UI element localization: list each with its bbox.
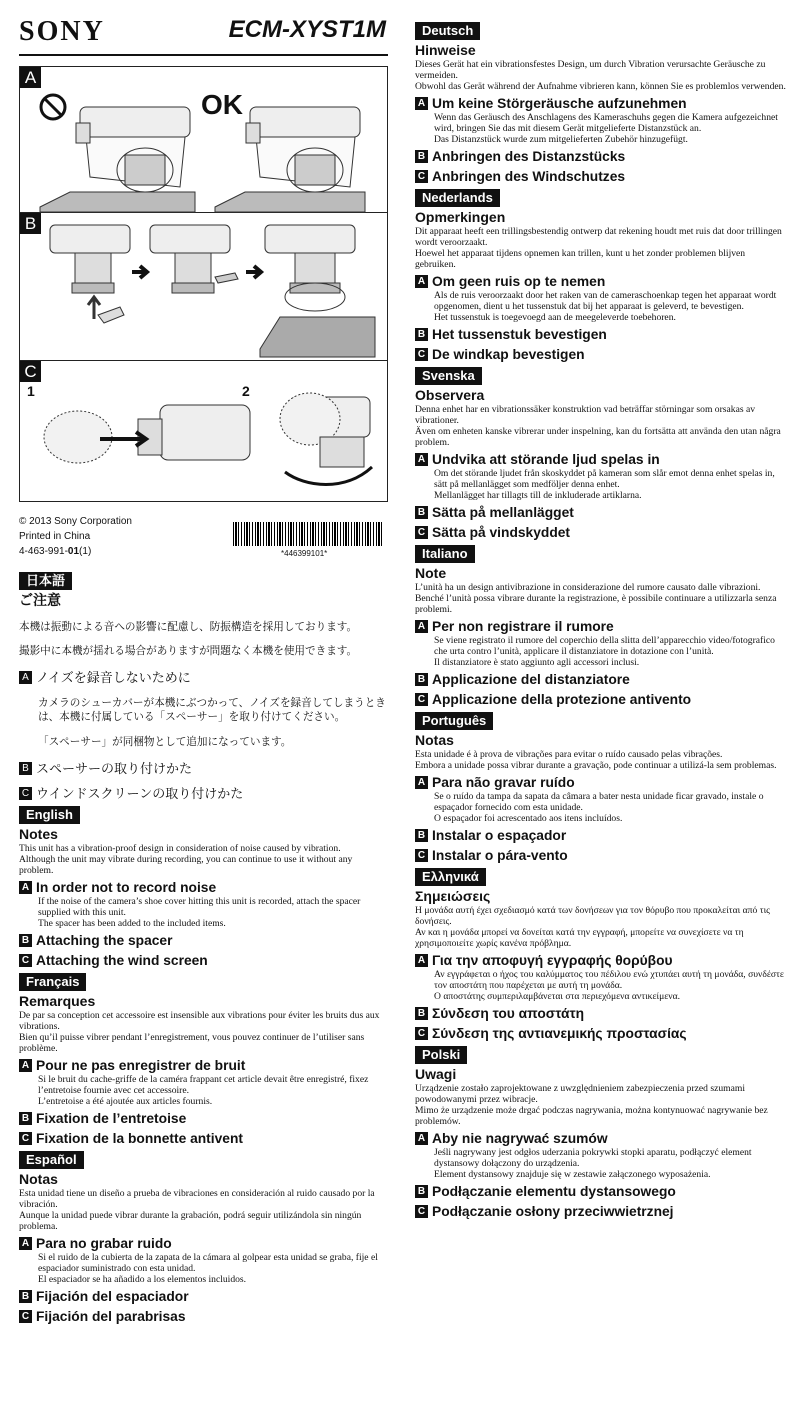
product-illustrations <box>20 67 387 501</box>
section-b-heading: B Het tussenstuk bevestigen <box>415 326 787 343</box>
section-a-heading: A Om geen ruis op te nemen <box>415 273 787 290</box>
language-label: 日本語 <box>19 572 72 590</box>
section-a-heading: A Undvika att störande ljud spelas in <box>415 451 787 468</box>
language-section <box>19 802 388 969</box>
section-a-heading: A Um keine Störgeräusche aufzunehmen <box>415 95 787 112</box>
marker-b: B <box>415 1185 428 1198</box>
section-a-heading: A Για την αποφυγή εγγραφής θορύβου <box>415 952 787 969</box>
section-a-text: カメラのシューカバーが本機にぶつかって、ノイズを録音してしまうときは、本機に付属している「スペーサー」を取り付けてください。 「スペーサー」が同梱物として追加になっています。 <box>38 697 386 748</box>
copyright: © 2013 Sony Corporation <box>19 516 132 527</box>
section-b-heading: B Sätta på mellanlägget <box>415 504 787 521</box>
language-label: Deutsch <box>415 22 480 40</box>
language-label: Español <box>19 1151 84 1169</box>
marker-c: C <box>19 954 32 967</box>
notes-heading: Notas <box>19 1170 58 1187</box>
section-b-heading: B Fixation de l’entretoise <box>19 1110 388 1127</box>
section-a-text: If the noise of the camera’s shoe cover hitting this unit is recorded, attach the spacer supplied with this unit. The spacer has been added to the included items. <box>38 895 361 929</box>
marker-c: C <box>19 1132 32 1145</box>
origin: Printed in China <box>19 531 91 542</box>
illustration-box <box>19 66 388 502</box>
marker-a: A <box>19 1237 32 1250</box>
section-c-heading: C Applicazione della protezione antivento <box>415 691 787 708</box>
section-c-heading: C Podłączanie osłony przeciwwietrznej <box>415 1203 787 1220</box>
section-a-text: Si le bruit du cache-griffe de la caméra frappant cet article devait être enregistré, fixez l’entretoise fournie avec cet accessoire. L’entretoise a été ajoutée aux articles fournis. <box>38 1073 369 1107</box>
marker-b: B <box>415 506 428 519</box>
marker-b: B <box>415 673 428 686</box>
notes-heading: Uwagi <box>415 1066 457 1082</box>
language-section <box>415 541 787 708</box>
section-c-heading: C Instalar o pára-vento <box>415 847 787 864</box>
section-b-heading: B Attaching the spacer <box>19 932 388 949</box>
language-label: Português <box>415 712 493 730</box>
notes-text: Η μονάδα αυτή έχει σχεδιασμό κατά των δονήσεων για τον θόρυβο που προκαλείται από τις δονήσεις. Αν και η μονάδα μπορεί να δονείται κατά την εγγραφή, μπορείτε να συνεχίσετε να τη χρησιμοποιείτε χωρίς κανένα πρόβλημα. <box>415 905 770 949</box>
marker-c: C <box>415 170 428 183</box>
notes-heading: Notes <box>19 825 58 842</box>
section-c-heading: C Σύνδεση της αντιανεμικής προστασίας <box>415 1025 787 1042</box>
section-b-heading: B Instalar o espaçador <box>415 827 787 844</box>
language-section <box>415 363 787 541</box>
notes-heading: Σημειώσεις <box>415 888 491 904</box>
language-section <box>19 568 388 802</box>
section-a-text: Jeśli nagrywany jest odgłos uderzania pokrywki stopki aparatu, podłączyć element dystansowy dołączony do urządzenia. Element dystansowy znajduje się w zestawie załączonego wyposażenia. <box>434 1147 752 1180</box>
section-b-heading: B Fijación del espaciador <box>19 1288 388 1305</box>
section-b-heading: B Podłączanie elementu dystansowego <box>415 1183 787 1200</box>
part-number: 4-463-991-01(1) <box>19 546 92 557</box>
header <box>19 14 388 56</box>
prohibited-icon <box>41 95 65 119</box>
notes-text: Denna enhet har en vibrationssäker konstruktion vad beträffar störningar som orsakas av vibrationer. Även om enheten kanske vibrerar under inspelning, kan du fortsätta att använda den utan några problem. <box>415 404 781 448</box>
marker-a: A <box>415 776 428 789</box>
language-section <box>415 864 787 1042</box>
notes-heading: Notas <box>415 732 454 748</box>
section-c-heading: C Attaching the wind screen <box>19 952 388 969</box>
notes-heading: Opmerkingen <box>415 209 506 225</box>
notes-text: Dieses Gerät hat ein vibrationsfestes Design, um durch Vibration verursachte Geräusche zu vermeiden. Obwohl das Gerät während der Aufnahme vibrieren kann, können Sie es problemlos verwenden. <box>415 59 786 92</box>
notes-heading: Note <box>415 565 447 581</box>
language-label: Polski <box>415 1046 467 1064</box>
marker-c: C <box>415 693 428 706</box>
left-column <box>19 14 388 1325</box>
section-a-heading: A Aby nie nagrywać szumów <box>415 1130 787 1147</box>
language-label: Nederlands <box>415 189 500 207</box>
right-column <box>415 18 787 1220</box>
section-a-text: Se o ruído da tampa da sapata da câmara a bater nesta unidade ficar gravado, instale o espaçador fornecido com esta unidade. O espaçador foi acrescentado aos itens incluídos. <box>434 791 764 824</box>
section-c-heading: C Anbringen des Windschutzes <box>415 168 787 185</box>
marker-b: B <box>19 762 32 775</box>
marker-a: A <box>415 453 428 466</box>
section-c-heading: C ウインドスクリーンの取り付けかた <box>19 785 388 802</box>
marker-b: B <box>19 1112 32 1125</box>
section-a-text: Si el ruido de la cubierta de la zapata de la cámara al golpear esta unidad se graba, fije el espaciador suministrado con esta unidad. El espaciador se ha añadido a los elementos incluidos. <box>38 1251 378 1285</box>
marker-a: A <box>415 1132 428 1145</box>
section-a-heading: A Pour ne pas enregistrer de bruit <box>19 1057 388 1074</box>
section-c-heading: C Sätta på vindskyddet <box>415 524 787 541</box>
marker-b: B <box>19 934 32 947</box>
panel-a-label: A <box>20 67 41 88</box>
notes-text: Urządzenie zostało zaprojektowane z uwzględnieniem zabezpieczenia przed szumami powodowanymi przez wibracje. Mimo że urządzenie może drgać podczas nagrywania, można kontynuować nagrywanie bez problemów. <box>415 1083 768 1127</box>
marker-b: B <box>19 1290 32 1303</box>
step-1-label: 1 <box>27 383 35 399</box>
marker-b: B <box>415 829 428 842</box>
language-section <box>19 1147 388 1325</box>
notes-text: Dit apparaat heeft een trillingsbestendig ontwerp dat rekening houdt met ruis dat door trillingen wordt veroorzaakt. Hoewel het apparaat tijdens opnemen kan trillen, kunt u het zonder problemen blijven gebruiken. <box>415 226 782 270</box>
marker-c: C <box>19 1310 32 1323</box>
language-label: English <box>19 806 80 824</box>
language-section <box>415 708 787 864</box>
marker-c: C <box>415 1205 428 1218</box>
language-label: Italiano <box>415 545 475 563</box>
language-section <box>19 969 388 1147</box>
marker-c: C <box>415 348 428 361</box>
language-label: Ελληνικά <box>415 868 486 886</box>
section-b-heading: B Anbringen des Distanzstücks <box>415 148 787 165</box>
notes-heading: Hinweise <box>415 42 476 58</box>
section-a-heading: A ノイズを録音しないために <box>19 669 388 686</box>
section-c-heading: C De windkap bevestigen <box>415 346 787 363</box>
step-2-label: 2 <box>242 383 250 399</box>
marker-a: A <box>19 881 32 894</box>
language-section <box>415 1042 787 1220</box>
marker-a: A <box>415 620 428 633</box>
colophon <box>19 514 388 562</box>
notes-text: This unit has a vibration-proof design in consideration of noise caused by vibration. Although the unit may vibrate during recording, you can continue to use it without any problem. <box>19 842 353 876</box>
marker-a: A <box>415 97 428 110</box>
marker-c: C <box>415 526 428 539</box>
notes-text: L’unità ha un design antivibrazione in considerazione del rumore causato dalle vibrazioni. Benché l’unità possa vibrare durante la registrazione, è possibile continuare a utilizzarla senza problemi. <box>415 582 777 615</box>
marker-c: C <box>415 849 428 862</box>
marker-b: B <box>415 1007 428 1020</box>
language-label: Français <box>19 973 86 991</box>
language-section <box>415 18 787 185</box>
section-a-heading: A Para não gravar ruído <box>415 774 787 791</box>
marker-c: C <box>19 787 32 800</box>
section-a-text: Se viene registrato il rumore del coperchio della slitta dell’apparecchio video/fotografico che urta contro l’unità, applicare il distanziatore in dotazione con l’unità. Il distanziatore è stato aggiunto agli accessori inclusi. <box>434 635 775 668</box>
section-a-text: Αν εγγράφεται ο ήχος του καλύμματος του πέδιλου ενώ χτυπάει αυτή τη μονάδα, συνδέστε τον αποστάτη που παρέχεται με αυτή τη μονάδα. Ο αποστάτης συμπεριλαμβάνεται στα περιεχόμενα αντικείμενα. <box>434 969 784 1002</box>
model-title: ECM-XYST1M <box>228 16 386 43</box>
section-a-heading: A Per non registrare il rumore <box>415 618 787 635</box>
barcode-number: *446399101* <box>281 549 328 558</box>
marker-a: A <box>415 954 428 967</box>
section-a-heading: A In order not to record noise <box>19 879 388 896</box>
marker-b: B <box>415 150 428 163</box>
section-a-text: Om det störande ljudet från skoskyddet på kameran som slår emot denna enhet spelas in, sätt på mellanlägget som medföljer denna enhet. Mellanlägget har tillagts till de inkluderade artiklarna. <box>434 468 775 501</box>
section-a-text: Als de ruis veroorzaakt door het raken van de cameraschoenkap tegen het apparaat wordt opgenomen, dient u het tussenstuk dat bij het apparaat is geleverd, te bevestigen. Het tussenstuk is toegevoegd aan de meegeleverde toebehoren. <box>434 290 777 323</box>
notes-heading: Remarques <box>19 992 96 1009</box>
panel-c-label: C <box>20 361 41 382</box>
notes-heading: Observera <box>415 387 485 403</box>
notes-text: 本機は振動による音への影響に配慮し、防振構造を採用しております。 撮影中に本機が揺れる場合がありますが問題なく本機を使用できます。 <box>19 620 358 658</box>
section-b-heading: B スペーサーの取り付けかた <box>19 760 388 777</box>
brand-logo: SONY <box>19 16 105 47</box>
marker-a: A <box>415 275 428 288</box>
section-b-heading: B Applicazione del distanziatore <box>415 671 787 688</box>
panel-b-label: B <box>20 213 41 234</box>
notes-text: De par sa conception cet accessoire est insensible aux vibrations pour éviter les bruits dus aux vibrations. Bien qu’il puisse vibrer pendant l’enregistrement, vous pouvez continuer de l’utiliser sans problème. <box>19 1009 380 1054</box>
notes-text: Esta unidad tiene un diseño a prueba de vibraciones en consideración al ruido causado por la vibración. Aunque la unidad puede vibrar durante la grabación, podrá seguir utilizándola sin ningún problema. <box>19 1187 375 1232</box>
marker-b: B <box>415 328 428 341</box>
notes-heading: ご注意 <box>19 592 61 608</box>
section-b-heading: B Σύνδεση του αποστάτη <box>415 1005 787 1022</box>
barcode <box>233 522 383 546</box>
section-c-heading: C Fijación del parabrisas <box>19 1308 388 1325</box>
section-a-heading: A Para no grabar ruido <box>19 1235 388 1252</box>
marker-c: C <box>415 1027 428 1040</box>
marker-a: A <box>19 671 32 684</box>
marker-a: A <box>19 1059 32 1072</box>
language-label: Svenska <box>415 367 482 385</box>
section-c-heading: C Fixation de la bonnette antivent <box>19 1130 388 1147</box>
notes-text: Esta unidade é à prova de vibrações para evitar o ruído causado pelas vibrações. Embora a unidade possa vibrar durante a gravação, pode continuar a utilizá-la sem problemas. <box>415 749 777 771</box>
section-a-text: Wenn das Geräusch des Anschlagens des Kameraschuhs gegen die Kamera aufgezeichnet wird, bringen Sie das mit diesem Gerät mitgelieferte Distanzstück an. Das Distanzstück wurde zum mitgelieferten Zubehör hinzugefügt. <box>434 112 778 145</box>
language-section <box>415 185 787 363</box>
ok-label: OK <box>201 89 243 120</box>
